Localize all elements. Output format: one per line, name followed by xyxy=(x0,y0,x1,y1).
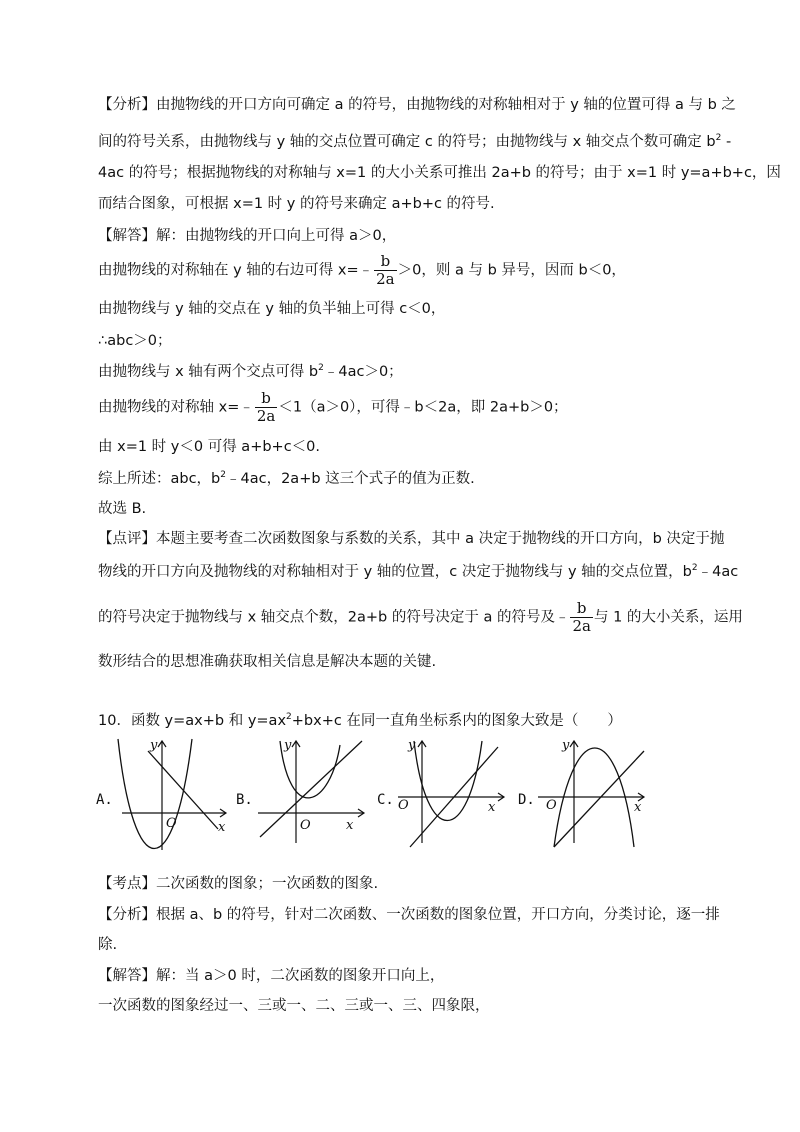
kaodian-tag: 【考点】 xyxy=(98,876,156,892)
q9-analysis-line-1: 【分析】由抛物线的开口方向可确定 a 的符号，由抛物线的对称轴相对于 y 轴的位置可得 a 与 b 之 xyxy=(98,97,736,113)
fraction-b-over-2a: $\frac{b}{2a}$ xyxy=(256,389,276,425)
option-b-graph[interactable] xyxy=(252,735,372,853)
q9-solution-line-9: 故选 B. xyxy=(98,501,147,517)
q10-solution-line-2: 一次函数的图象经过一、三或一、二、三或一、三、四象限， xyxy=(98,998,490,1014)
q9-analysis-line-3: 4ac 的符号；根据抛物线的对称轴与 x=1 的大小关系可推出 2a+b 的符号；由于 x=1 时 y=a+b+c，因 xyxy=(98,165,781,181)
q9-comment-line-1: 【点评】本题主要考查二次函数图象与系数的关系，其中 a 决定于抛物线的开口方向，b 决定于抛 xyxy=(98,531,725,547)
q10-solution-line-1: 【解答】解：当 a＞0 时，二次函数的图象开口向上， xyxy=(98,968,445,984)
axis-x-label: x xyxy=(634,800,642,815)
axis-y-label: y xyxy=(150,738,158,753)
axis-x-label: x xyxy=(218,820,226,835)
origin-label: O xyxy=(166,816,177,831)
fraction-b-over-2a: $\frac{b}{2a}$ xyxy=(572,599,591,635)
axis-y-label: y xyxy=(284,738,292,753)
q9-comment-line-4: 数形结合的思想准确获取相关信息是解决本题的关键. xyxy=(98,654,437,670)
q9-solution-line-8: 综上所述：abc，$b^2﹣4ac$，2a+b 这三个式子的值为正数. xyxy=(98,470,475,487)
analysis-tag: 【分析】 xyxy=(98,907,156,923)
comment-tag: 【点评】 xyxy=(98,531,156,547)
option-a-graph[interactable] xyxy=(112,735,232,853)
q9-solution-line-7: 由 x=1 时 y＜0 可得 a+b+c＜0. xyxy=(98,439,321,455)
q9-analysis-line-2: 间的符号关系，由抛物线与 y 轴的交点位置可确定 c 的符号；由抛物线与 x 轴交点个数可确定 $b^2$ - xyxy=(98,133,732,150)
option-c-label[interactable]: C. xyxy=(377,792,394,808)
q10-analysis-line-2: 除. xyxy=(98,937,118,953)
solution-tag: 【解答】 xyxy=(98,228,156,244)
analysis-tag: 【分析】 xyxy=(98,97,156,113)
option-d-label[interactable]: D. xyxy=(518,792,535,808)
q9-solution-line-4: ∴abc＞0； xyxy=(98,333,172,349)
axis-x-label: x xyxy=(488,800,496,815)
q10-kaodian: 【考点】二次函数的图象；一次函数的图象. xyxy=(98,876,379,892)
option-a-label[interactable]: A. xyxy=(96,792,113,808)
option-b-label[interactable]: B. xyxy=(236,792,253,808)
q9-solution-line-1: 【解答】解：由抛物线的开口向上可得 a＞0， xyxy=(98,228,397,244)
origin-label: O xyxy=(300,818,311,833)
q9-solution-line-3: 由抛物线与 y 轴的交点在 y 轴的负半轴上可得 c＜0， xyxy=(98,301,446,317)
fraction-b-over-2a: $\frac{b}{2a}$ xyxy=(376,252,395,288)
q10-stem: 10．函数 y=ax+b 和 $y=ax^2+bx+c$ 在同一直角坐标系内的图象大致是（ ） xyxy=(98,712,622,729)
q9-solution-line-6: 由抛物线的对称轴 x=﹣ $\frac{b}{2a}$ ＜1（a＞0），可得﹣b＜2a，即 2a+b＞0； xyxy=(98,389,568,425)
axis-x-label: x xyxy=(346,818,354,833)
solution-tag: 【解答】 xyxy=(98,968,156,984)
q9-comment-line-2: 物线的开口方向及抛物线的对称轴相对于 y 轴的位置，c 决定于抛物线与 y 轴的交点位置，$b^2﹣4ac$ xyxy=(98,563,739,580)
q10-analysis-line-1: 【分析】根据 a、b 的符号，针对二次函数、一次函数的图象位置，开口方向，分类讨论，逐一排 xyxy=(98,907,720,923)
axis-y-label: y xyxy=(562,738,570,753)
origin-label: O xyxy=(398,798,409,813)
q9-solution-line-2: 由抛物线的对称轴在 y 轴的右边可得 x=﹣ $\frac{b}{2a}$ ＞0，则 a 与 b 异号，因而 b＜0， xyxy=(98,252,626,288)
q9-analysis-line-4: 而结合图象，可根据 x=1 时 y 的符号来确定 a+b+c 的符号. xyxy=(98,196,495,212)
axis-y-label: y xyxy=(408,738,416,753)
q9-comment-line-3: 的符号决定于抛物线与 x 轴交点个数，2a+b 的符号决定于 a 的符号及﹣ $\frac{b}{2a}$ 与 1 的大小关系，运用 xyxy=(98,599,743,635)
option-d-graph[interactable] xyxy=(532,735,652,853)
origin-label: O xyxy=(546,798,557,813)
q9-solution-line-5: 由抛物线与 x 轴有两个交点可得 $b^2﹣4ac>0$； xyxy=(98,363,403,380)
option-c-graph[interactable] xyxy=(392,735,512,853)
